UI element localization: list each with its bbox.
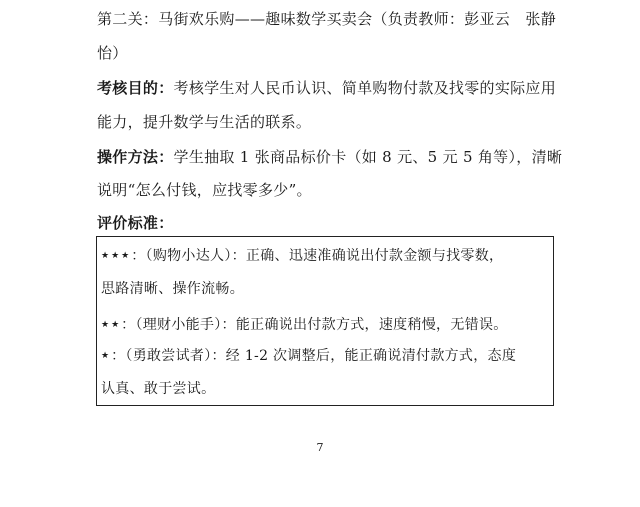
two-star-icon: ★★ [101,320,122,330]
level-1-colon: ： [111,348,126,364]
level-1-line-1 [101,346,516,366]
section-title-line-2: 怡） [97,44,128,62]
level-2-colon: ： [121,317,136,333]
method-text: 学生抽取 1 张商品标价卡（如 8 元、5 元 5 角等），清晰 [173,148,563,166]
criteria-label: 评价标准： [97,214,174,232]
criteria-box [96,236,554,406]
level-3-line-1 [101,246,503,266]
level-3-colon: ： [131,248,146,264]
method-line-2: 说明“怎么付钱，应找零多少”。 [97,181,312,199]
level-1-line-2: 认真、敢于尝试。 [101,381,216,397]
goal-text: 考核学生对人民币认识、简单购物付款及找零的实际应用 [173,79,557,97]
level-2-desc: （理财小能手）：能正确说出付款方式，速度稍慢，无错误。 [135,317,508,333]
section-title-line-1: 第二关：马街欢乐购——趣味数学买卖会（负责教师：彭亚云 张静 [97,10,557,28]
method-line-1 [97,147,562,167]
goal-label: 考核目的： [97,79,174,97]
goal-line-2: 能力，提升数学与生活的联系。 [97,113,312,131]
goal-line-1 [97,78,556,98]
level-2-line-1 [101,315,508,335]
level-3-line-2: 思路清晰、操作流畅。 [101,281,244,297]
one-star-icon: ★ [101,351,112,361]
three-star-icon: ★★★ [101,251,132,261]
level-3-desc: （购物小达人）：正确、迅速准确说出付款金额与找零数， [145,248,504,264]
page-number: 7 [316,441,324,454]
level-1-desc: （勇敢尝试者）：经 1-2 次调整后，能正确说清付款方式，态度 [125,348,517,364]
method-label: 操作方法： [97,148,174,166]
